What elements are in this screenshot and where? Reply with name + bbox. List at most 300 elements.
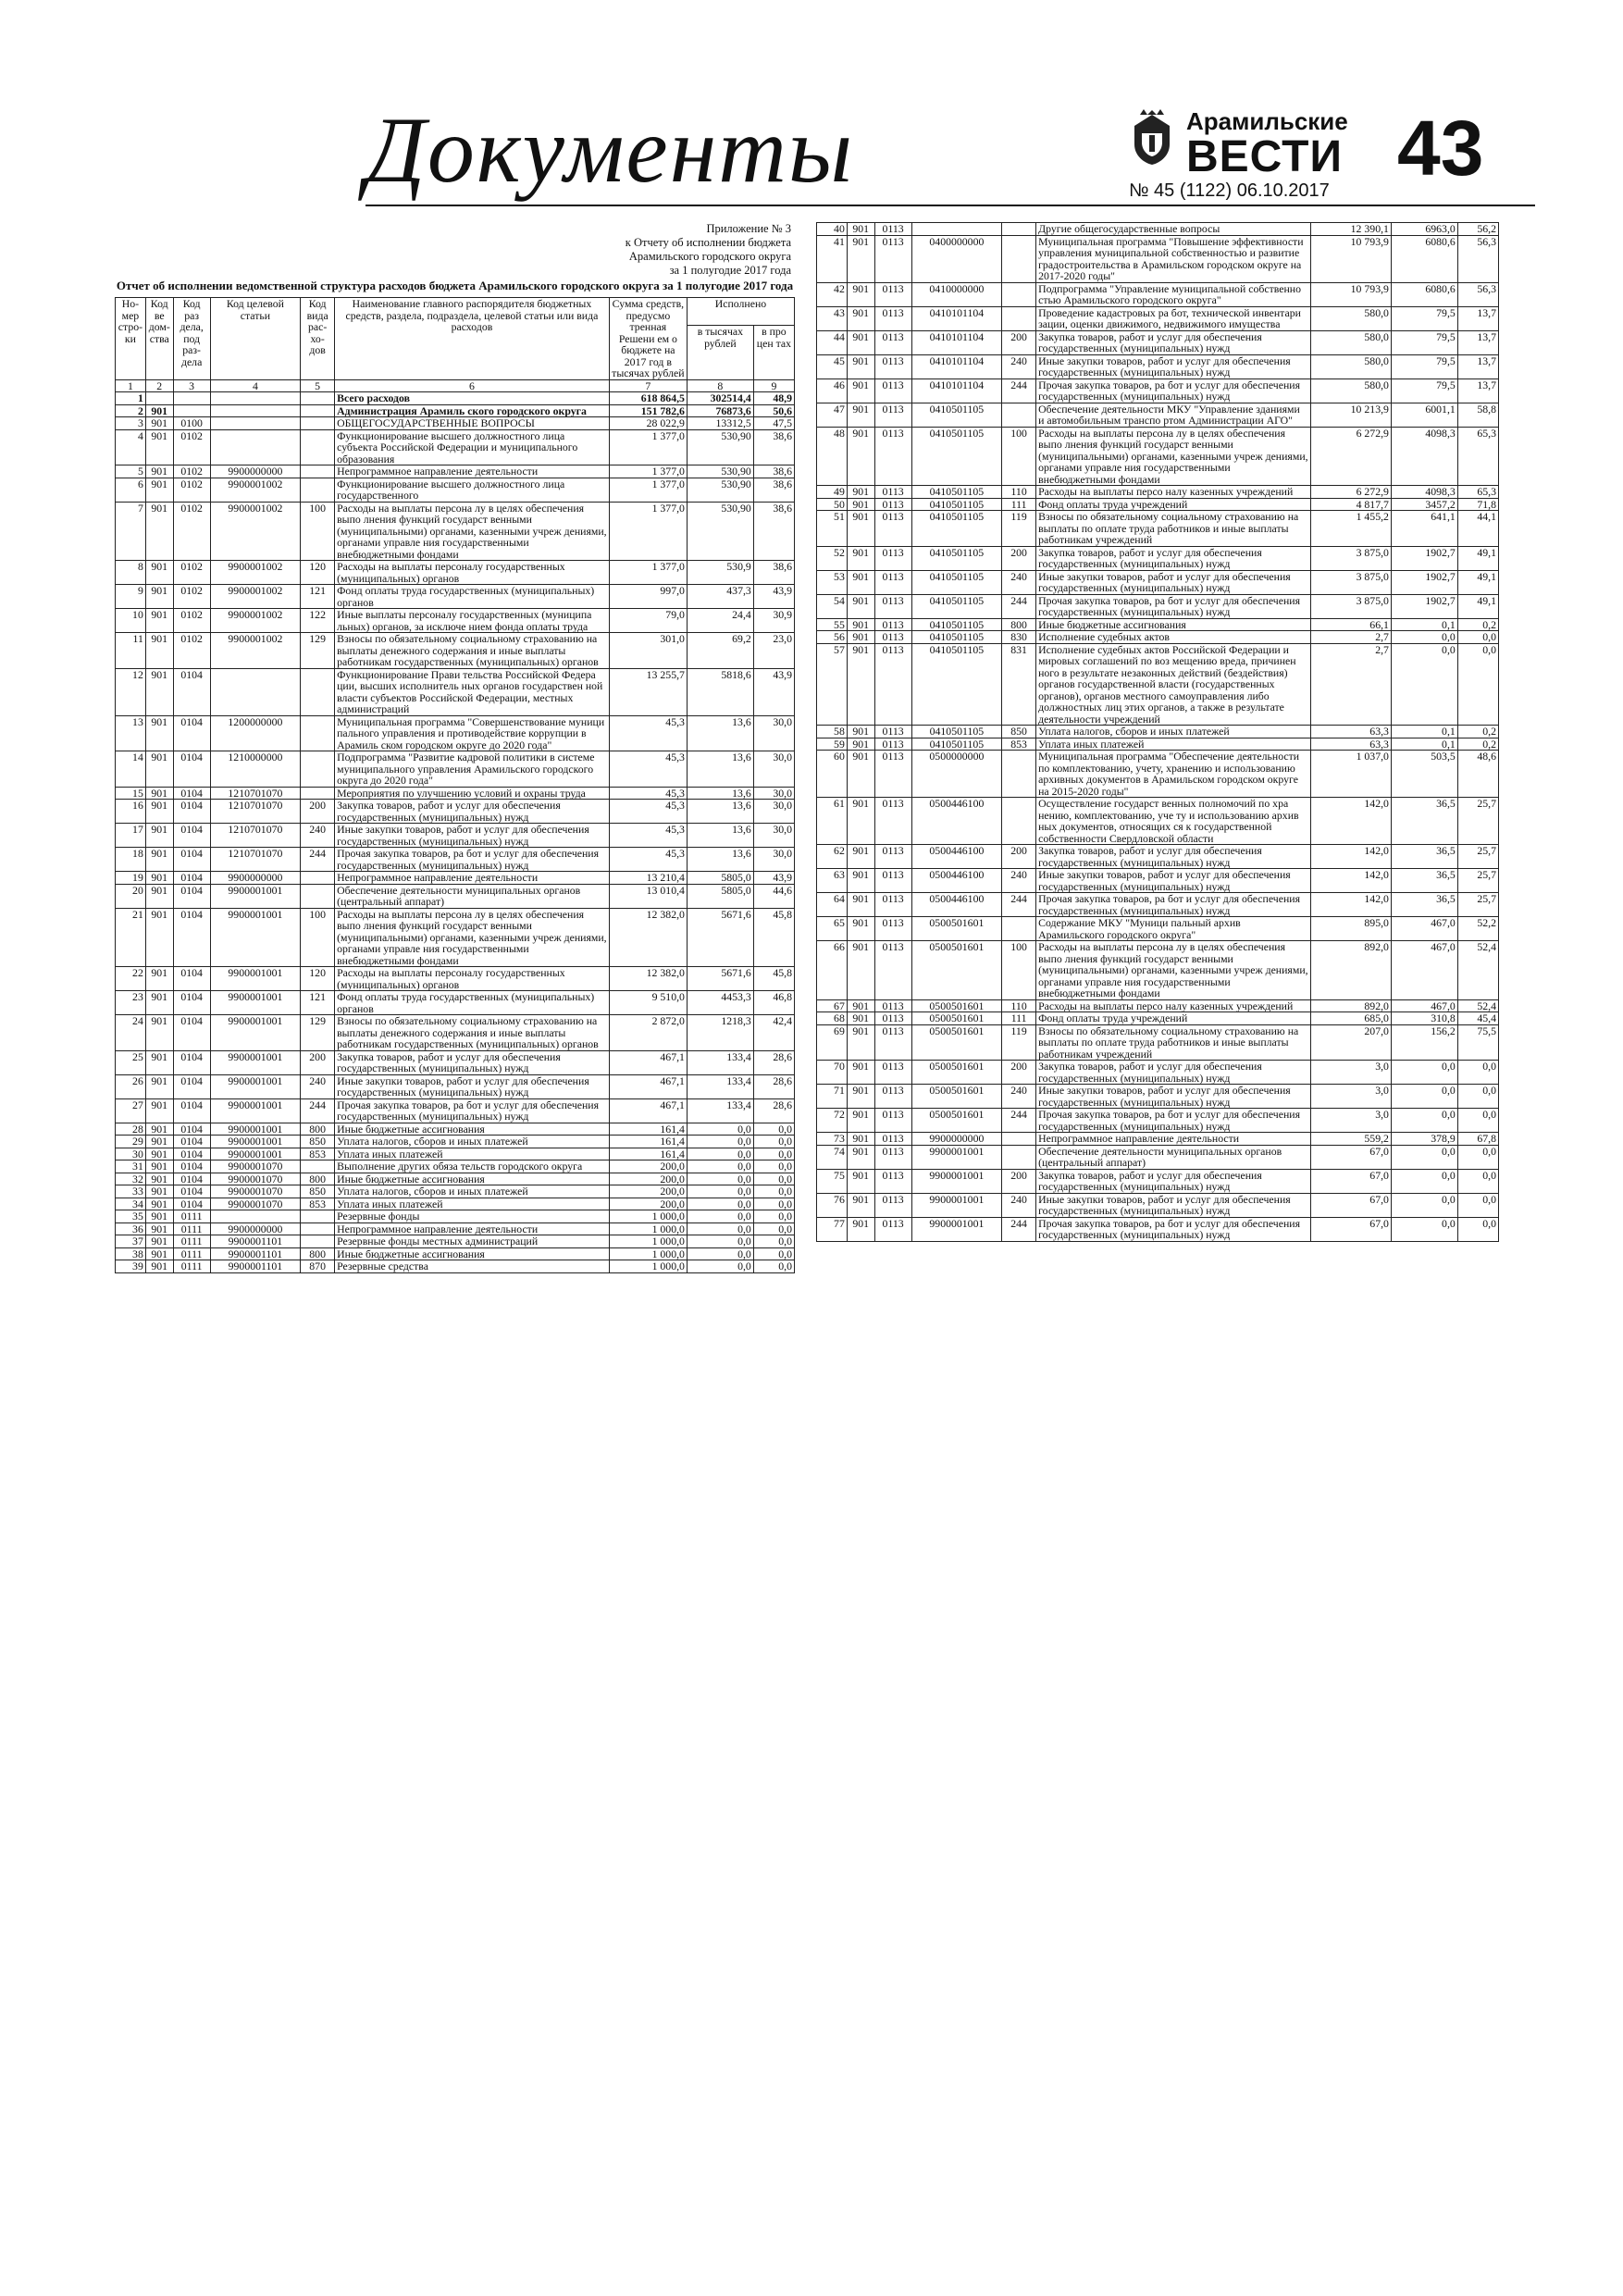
table-row [817, 1217, 1499, 1241]
planned-sum-cell: 3 875,0 [1310, 570, 1391, 594]
section-code-cell: 0111 [173, 1210, 210, 1223]
name-cell: Мероприятия по улучшению условий и охраны труда [335, 787, 610, 800]
header-executed: Исполнено [687, 298, 794, 326]
department-code-cell: 901 [847, 917, 874, 941]
department-code-cell [145, 392, 173, 405]
executed-percent-cell: 0,0 [753, 1222, 794, 1235]
executed-sum-cell: 133,4 [687, 1074, 753, 1098]
department-code-cell: 901 [145, 633, 173, 669]
section-code-cell: 0113 [874, 594, 911, 618]
planned-sum-cell: 301,0 [609, 633, 687, 669]
department-code-cell: 901 [145, 1173, 173, 1185]
expense-type-cell: 200 [301, 1050, 335, 1074]
expense-type-cell: 244 [1002, 594, 1036, 618]
expense-type-cell: 850 [1002, 726, 1036, 738]
executed-sum-cell: 79,5 [1391, 306, 1457, 330]
department-code-cell: 901 [847, 498, 874, 511]
planned-sum-cell: 467,1 [609, 1098, 687, 1123]
executed-sum-cell: 0,0 [1391, 1109, 1457, 1133]
section-code-cell: 0104 [173, 1185, 210, 1198]
executed-percent-cell: 38,6 [753, 429, 794, 465]
row-number-cell: 55 [817, 618, 848, 631]
table-row [817, 330, 1499, 354]
executed-percent-cell: 49,1 [1457, 594, 1498, 618]
section-code-cell: 0111 [173, 1235, 210, 1248]
executed-percent-cell: 0,0 [1457, 1217, 1498, 1241]
table-row [116, 429, 795, 465]
planned-sum-cell: 200,0 [609, 1198, 687, 1210]
executed-sum-cell: 4098,3 [1391, 427, 1457, 486]
row-number-cell: 28 [116, 1123, 146, 1136]
target-code-cell: 0410101104 [911, 354, 1002, 379]
section-code-cell: 0113 [874, 486, 911, 499]
department-code-cell: 901 [145, 1222, 173, 1235]
department-code-cell: 901 [847, 618, 874, 631]
masthead-rule [365, 205, 1535, 206]
row-number-cell: 71 [817, 1085, 848, 1109]
executed-sum-cell: 5818,6 [687, 668, 753, 715]
expense-type-cell: 831 [1002, 643, 1036, 726]
target-code-cell: 9900001002 [210, 585, 301, 609]
table-row [817, 618, 1499, 631]
executed-sum-cell: 310,8 [1391, 1012, 1457, 1025]
target-code-cell: 9900000000 [210, 465, 301, 478]
row-number-cell: 62 [817, 845, 848, 869]
expense-type-cell [301, 668, 335, 715]
expense-type-cell [1002, 223, 1036, 236]
executed-sum-cell: 36,5 [1391, 798, 1457, 845]
executed-sum-cell: 0,0 [687, 1247, 753, 1260]
table-row [817, 999, 1499, 1012]
expense-type-cell [301, 751, 335, 788]
target-code-cell: 1200000000 [210, 715, 301, 751]
expense-type-cell [301, 715, 335, 751]
executed-percent-cell: 0,0 [1457, 1193, 1498, 1217]
expense-type-cell [301, 417, 335, 430]
planned-sum-cell: 6 272,9 [1310, 427, 1391, 486]
table-row [116, 585, 795, 609]
section-code-cell: 0113 [874, 570, 911, 594]
expense-type-cell: 120 [301, 967, 335, 991]
expense-type-cell: 244 [301, 848, 335, 872]
row-number-cell: 3 [116, 417, 146, 430]
planned-sum-cell: 685,0 [1310, 1012, 1391, 1025]
department-code-cell: 901 [145, 1160, 173, 1173]
executed-sum-cell: 1902,7 [1391, 570, 1457, 594]
executed-percent-cell: 0,0 [753, 1235, 794, 1248]
header-planned-sum: Сумма средств, предусмо тренная Решени ем о бюджете на 2017 год в тысячах рублей [609, 298, 687, 380]
row-number-cell: 59 [817, 738, 848, 751]
table-header-row [116, 298, 795, 326]
planned-sum-cell: 12 382,0 [609, 908, 687, 967]
department-code-cell: 901 [145, 1123, 173, 1136]
name-cell: Закупка товаров, работ и услуг для обеспечения государственных (муниципальных) нужд [335, 1050, 610, 1074]
name-cell: Иные закупки товаров, работ и услуг для обеспечения государственных (муниципальных) нужд [1036, 570, 1311, 594]
executed-sum-cell: 0,0 [1391, 1217, 1457, 1241]
planned-sum-cell: 45,3 [609, 751, 687, 788]
table-row [817, 1133, 1499, 1146]
target-code-cell: 0410101104 [911, 306, 1002, 330]
department-code-cell: 901 [847, 511, 874, 547]
planned-sum-cell: 45,3 [609, 848, 687, 872]
appendix-note [115, 222, 795, 278]
executed-percent-cell: 25,7 [1457, 869, 1498, 893]
name-cell: Иные закупки товаров, работ и услуг для обеспечения государственных (муниципальных) нужд [1036, 869, 1311, 893]
row-number-cell: 50 [817, 498, 848, 511]
department-code-cell: 901 [145, 848, 173, 872]
name-cell: Иные закупки товаров, работ и услуг для обеспечения государственных (муниципальных) нужд [335, 824, 610, 848]
section-code-cell: 0104 [173, 800, 210, 824]
target-code-cell: 9900000000 [911, 1133, 1002, 1146]
expense-type-cell: 200 [1002, 330, 1036, 354]
row-number-cell: 44 [817, 330, 848, 354]
planned-sum-cell: 618 864,5 [609, 392, 687, 405]
department-code-cell: 901 [145, 800, 173, 824]
planned-sum-cell: 207,0 [1310, 1024, 1391, 1061]
executed-sum-cell: 467,0 [1391, 917, 1457, 941]
expense-type-cell: 200 [1002, 1169, 1036, 1193]
expense-type-cell: 121 [301, 585, 335, 609]
coat-of-arms-icon [1127, 109, 1177, 167]
executed-percent-cell: 0,2 [1457, 618, 1498, 631]
executed-percent-cell: 44,6 [753, 884, 794, 908]
executed-percent-cell: 49,1 [1457, 570, 1498, 594]
table-row [817, 1193, 1499, 1217]
department-code-cell: 901 [847, 427, 874, 486]
executed-percent-cell: 38,6 [753, 502, 794, 561]
target-code-cell: 1210701070 [210, 800, 301, 824]
column-number: 7 [609, 379, 687, 392]
name-cell: Расходы на выплаты персо налу казенных учреждений [1036, 486, 1311, 499]
executed-sum-cell: 0,0 [687, 1185, 753, 1198]
name-cell: Закупка товаров, работ и услуг для обеспечения государственных (муниципальных) нужд [335, 800, 610, 824]
planned-sum-cell: 200,0 [609, 1173, 687, 1185]
name-cell: Фонд оплаты труда учреждений [1036, 498, 1311, 511]
target-code-cell: 9900001002 [210, 561, 301, 585]
department-code-cell: 901 [145, 991, 173, 1015]
executed-sum-cell: 13,6 [687, 824, 753, 848]
section-code-cell: 0113 [874, 1109, 911, 1133]
section-code-cell: 0104 [173, 1160, 210, 1173]
row-number-cell: 49 [817, 486, 848, 499]
column-number: 5 [301, 379, 335, 392]
target-code-cell: 0410501105 [911, 546, 1002, 570]
table-row [817, 751, 1499, 798]
expense-type-cell: 800 [301, 1123, 335, 1136]
planned-sum-cell: 10 793,9 [1310, 282, 1391, 306]
budget-table-left [115, 297, 795, 1273]
department-code-cell: 901 [145, 1050, 173, 1074]
row-number-cell: 51 [817, 511, 848, 547]
planned-sum-cell: 63,3 [1310, 738, 1391, 751]
section-code-cell: 0104 [173, 872, 210, 885]
executed-sum-cell: 0,0 [1391, 1145, 1457, 1169]
section-code-cell: 0104 [173, 1098, 210, 1123]
planned-sum-cell: 1 455,2 [1310, 511, 1391, 547]
executed-sum-cell: 13312,5 [687, 417, 753, 430]
planned-sum-cell: 28 022,9 [609, 417, 687, 430]
row-number-cell: 22 [116, 967, 146, 991]
executed-sum-cell: 133,4 [687, 1098, 753, 1123]
executed-percent-cell: 0,0 [753, 1247, 794, 1260]
target-code-cell: 9900000000 [210, 872, 301, 885]
target-code-cell: 0500501601 [911, 1061, 1002, 1085]
target-code-cell: 0500501601 [911, 1012, 1002, 1025]
planned-sum-cell: 1 377,0 [609, 478, 687, 502]
expense-type-cell: 853 [1002, 738, 1036, 751]
name-cell: Проведение кадастровых ра бот, технической инвентари зации, оценки движимого, недвижимого имущества [1036, 306, 1311, 330]
target-code-cell: 0500446100 [911, 845, 1002, 869]
table-row [116, 1235, 795, 1248]
department-code-cell: 901 [847, 546, 874, 570]
header-executed-percent: в про цен тах [753, 326, 794, 379]
executed-percent-cell: 38,6 [753, 478, 794, 502]
expense-type-cell: 240 [1002, 1085, 1036, 1109]
section-code-cell: 0113 [874, 726, 911, 738]
expense-type-cell [301, 787, 335, 800]
table-row [116, 633, 795, 669]
expense-type-cell: 244 [1002, 1109, 1036, 1133]
row-number-cell: 45 [817, 354, 848, 379]
department-code-cell: 901 [145, 502, 173, 561]
executed-percent-cell: 30,0 [753, 715, 794, 751]
name-cell: Осуществление государст венных полномочий по хра нению, комплектованию, уче ту и использованию архив ных документов, относящих ся к государственной собственности Свердловской области [1036, 798, 1311, 845]
target-code-cell: 9900001001 [210, 991, 301, 1015]
executed-percent-cell: 45,4 [1457, 1012, 1498, 1025]
target-code-cell: 9900001101 [210, 1235, 301, 1248]
department-code-cell: 901 [145, 824, 173, 848]
row-number-cell: 33 [116, 1185, 146, 1198]
expense-type-cell: 240 [1002, 869, 1036, 893]
table-body-left [116, 392, 795, 1273]
expense-type-cell [301, 478, 335, 502]
target-code-cell: 0410501105 [911, 594, 1002, 618]
executed-percent-cell: 56,3 [1457, 282, 1498, 306]
planned-sum-cell: 467,1 [609, 1050, 687, 1074]
department-code-cell: 901 [847, 1217, 874, 1241]
department-code-cell: 901 [847, 999, 874, 1012]
target-code-cell [210, 392, 301, 405]
name-cell: Администрация Арамиль ского городского округа [335, 404, 610, 417]
target-code-cell: 0400000000 [911, 235, 1002, 282]
executed-percent-cell: 30,9 [753, 609, 794, 633]
target-code-cell: 9900001002 [210, 609, 301, 633]
executed-percent-cell: 0,0 [753, 1210, 794, 1223]
table-row [116, 668, 795, 715]
row-number-cell: 48 [817, 427, 848, 486]
column-number: 8 [687, 379, 753, 392]
planned-sum-cell: 63,3 [1310, 726, 1391, 738]
expense-type-cell: 800 [1002, 618, 1036, 631]
table-row [817, 1145, 1499, 1169]
logo-top-text: Арамильские [1186, 107, 1348, 135]
section-code-cell: 0104 [173, 824, 210, 848]
executed-percent-cell: 0,0 [1457, 1109, 1498, 1133]
row-number-cell: 39 [116, 1260, 146, 1273]
executed-percent-cell: 30,0 [753, 787, 794, 800]
expense-type-cell: 100 [1002, 427, 1036, 486]
row-number-cell: 25 [116, 1050, 146, 1074]
section-code-cell: 0111 [173, 1222, 210, 1235]
row-number-cell: 53 [817, 570, 848, 594]
executed-percent-cell: 28,6 [753, 1098, 794, 1123]
name-cell: Иные бюджетные ассигнования [335, 1247, 610, 1260]
executed-percent-cell: 0,0 [753, 1173, 794, 1185]
executed-sum-cell: 36,5 [1391, 845, 1457, 869]
column-number: 9 [753, 379, 794, 392]
section-code-cell [173, 404, 210, 417]
department-code-cell: 901 [847, 738, 874, 751]
target-code-cell: 0410101104 [911, 330, 1002, 354]
name-cell: Взносы по обязательному социальному страхованию на выплаты по оплате труда работников и иные выплаты работникам учреждений [1036, 1024, 1311, 1061]
target-code-cell: 9900001070 [210, 1185, 301, 1198]
target-code-cell: 0500446100 [911, 893, 1002, 917]
target-code-cell: 9900001101 [210, 1260, 301, 1273]
department-code-cell: 901 [145, 1235, 173, 1248]
target-code-cell: 9900001001 [210, 1148, 301, 1160]
table-row [817, 893, 1499, 917]
section-code-cell: 0113 [874, 1012, 911, 1025]
expense-type-cell [301, 1210, 335, 1223]
executed-percent-cell: 25,7 [1457, 893, 1498, 917]
row-number-cell: 36 [116, 1222, 146, 1235]
header-executed-sum: в тысячах рублей [687, 326, 753, 379]
executed-percent-cell: 0,0 [1457, 1145, 1498, 1169]
name-cell: Уплата налогов, сборов и иных платежей [1036, 726, 1311, 738]
name-cell: Непрограммное направление деятельности [335, 1222, 610, 1235]
planned-sum-cell: 1 000,0 [609, 1210, 687, 1223]
row-number-cell: 6 [116, 478, 146, 502]
table-row [116, 392, 795, 405]
executed-percent-cell: 49,1 [1457, 546, 1498, 570]
planned-sum-cell: 3 875,0 [1310, 546, 1391, 570]
name-cell: Взносы по обязательному социальному страхованию на выплаты денежного содержания и иные выплаты работникам государственных (муниципальных) органов [335, 1015, 610, 1051]
name-cell: Резервные фонды местных администраций [335, 1235, 610, 1248]
table-row [817, 223, 1499, 236]
expense-type-cell: 800 [301, 1173, 335, 1185]
name-cell: ОБЩЕГОСУДАРСТВЕННЫЕ ВОПРОСЫ [335, 417, 610, 430]
row-number-cell: 4 [116, 429, 146, 465]
row-number-cell: 32 [116, 1173, 146, 1185]
table-row [817, 798, 1499, 845]
department-code-cell: 901 [145, 478, 173, 502]
planned-sum-cell: 67,0 [1310, 1169, 1391, 1193]
section-title: Документы [365, 98, 855, 203]
executed-percent-cell: 28,6 [753, 1074, 794, 1098]
executed-sum-cell: 378,9 [1391, 1133, 1457, 1146]
row-number-cell: 24 [116, 1015, 146, 1051]
executed-percent-cell: 65,3 [1457, 427, 1498, 486]
section-code-cell: 0113 [874, 235, 911, 282]
page-number: 43 [1397, 105, 1484, 192]
section-code-cell: 0113 [874, 893, 911, 917]
department-code-cell: 901 [145, 417, 173, 430]
executed-sum-cell: 5805,0 [687, 872, 753, 885]
executed-percent-cell: 71,8 [1457, 498, 1498, 511]
section-code-cell: 0100 [173, 417, 210, 430]
table-row [116, 1074, 795, 1098]
planned-sum-cell: 45,3 [609, 824, 687, 848]
planned-sum-cell: 200,0 [609, 1160, 687, 1173]
department-code-cell: 901 [145, 1185, 173, 1198]
row-number-cell: 58 [817, 726, 848, 738]
row-number-cell: 14 [116, 751, 146, 788]
expense-type-cell: 110 [1002, 999, 1036, 1012]
target-code-cell [210, 417, 301, 430]
table-row [116, 967, 795, 991]
department-code-cell: 901 [847, 1145, 874, 1169]
name-cell: Прочая закупка товаров, ра бот и услуг для обеспечения государственных (муниципальных) нужд [335, 848, 610, 872]
executed-sum-cell: 6963,0 [1391, 223, 1457, 236]
department-code-cell: 901 [145, 1210, 173, 1223]
planned-sum-cell: 13 255,7 [609, 668, 687, 715]
section-code-cell: 0113 [874, 1133, 911, 1146]
executed-sum-cell: 0,0 [1391, 1169, 1457, 1193]
executed-percent-cell: 13,7 [1457, 379, 1498, 403]
table-row [116, 824, 795, 848]
executed-percent-cell: 48,6 [1457, 751, 1498, 798]
target-code-cell [210, 1210, 301, 1223]
section-code-cell: 0113 [874, 999, 911, 1012]
planned-sum-cell: 45,3 [609, 800, 687, 824]
table-row [116, 1160, 795, 1173]
section-code-cell: 0113 [874, 330, 911, 354]
executed-sum-cell: 0,0 [687, 1198, 753, 1210]
department-code-cell: 901 [145, 1198, 173, 1210]
row-number-cell: 16 [116, 800, 146, 824]
department-code-cell: 901 [847, 235, 874, 282]
executed-percent-cell: 67,8 [1457, 1133, 1498, 1146]
name-cell: Прочая закупка товаров, ра бот и услуг для обеспечения государственных (муниципальных) нужд [1036, 1109, 1311, 1133]
budget-table-right [816, 222, 1499, 1242]
department-code-cell: 901 [847, 354, 874, 379]
executed-sum-cell: 0,0 [1391, 643, 1457, 726]
executed-sum-cell: 13,6 [687, 848, 753, 872]
planned-sum-cell: 467,1 [609, 1074, 687, 1098]
planned-sum-cell: 2 872,0 [609, 1015, 687, 1051]
newspaper-logo [1127, 105, 1348, 181]
section-code-cell: 0113 [874, 1085, 911, 1109]
name-cell: Прочая закупка товаров, ра бот и услуг для обеспечения государственных (муниципальных) нужд [335, 1098, 610, 1123]
section-code-cell: 0102 [173, 478, 210, 502]
table-row [817, 726, 1499, 738]
expense-type-cell: 244 [1002, 379, 1036, 403]
department-code-cell: 901 [145, 967, 173, 991]
table-row [116, 609, 795, 633]
department-code-cell: 901 [145, 908, 173, 967]
executed-percent-cell: 52,4 [1457, 999, 1498, 1012]
expense-type-cell: 129 [301, 633, 335, 669]
name-cell: Уплата иных платежей [335, 1148, 610, 1160]
appendix-line: за 1 полугодие 2017 года [669, 264, 791, 277]
section-code-cell: 0102 [173, 561, 210, 585]
planned-sum-cell: 142,0 [1310, 893, 1391, 917]
expense-type-cell: 200 [1002, 546, 1036, 570]
name-cell: Расходы на выплаты персона лу в целях обеспечения выпо лнения функций государст венными (муниципальными) органами, казенными учреж дениями, органами управле ния государственными внебюджетными фондами [335, 908, 610, 967]
section-code-cell: 0104 [173, 1148, 210, 1160]
row-number-cell: 21 [116, 908, 146, 967]
row-number-cell: 2 [116, 404, 146, 417]
department-code-cell: 901 [847, 1169, 874, 1193]
executed-percent-cell: 56,3 [1457, 235, 1498, 282]
executed-percent-cell: 65,3 [1457, 486, 1498, 499]
expense-type-cell: 111 [1002, 498, 1036, 511]
executed-percent-cell: 52,4 [1457, 941, 1498, 1000]
planned-sum-cell: 3,0 [1310, 1085, 1391, 1109]
executed-percent-cell: 0,0 [753, 1160, 794, 1173]
row-number-cell: 19 [116, 872, 146, 885]
planned-sum-cell: 45,3 [609, 715, 687, 751]
